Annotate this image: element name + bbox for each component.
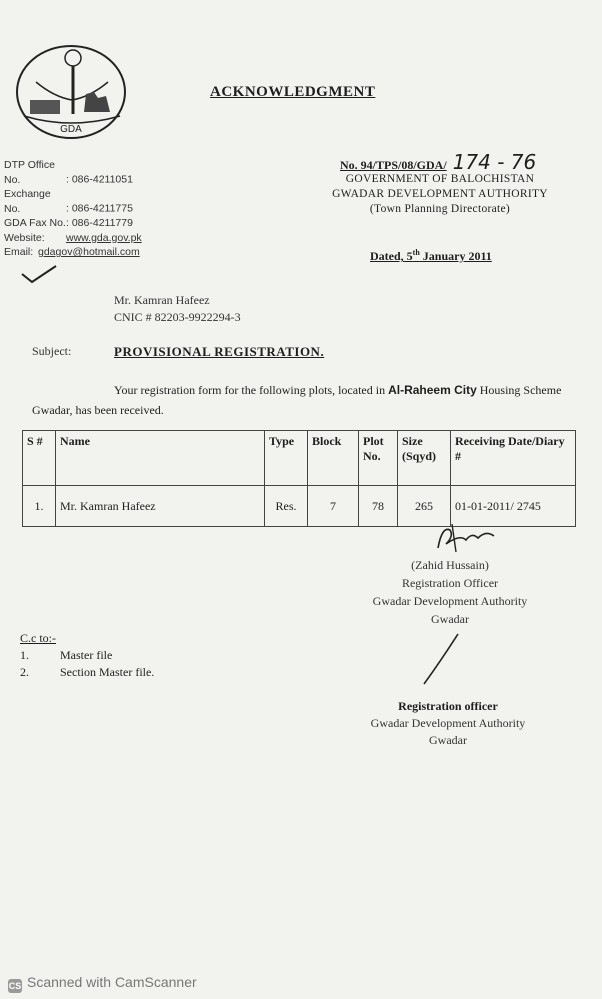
gda-logo <box>14 42 132 146</box>
contact-dtp: DTP Office No. : 086-4211051 <box>4 159 133 186</box>
recipient-block <box>114 292 241 326</box>
handwritten-ref: 174 - 76 <box>452 150 537 174</box>
recipient-cnic: CNIC # 82203-9922294-3 <box>114 310 241 324</box>
cc-item: 1. Master file <box>20 648 113 662</box>
logo-text: GDA <box>60 124 82 135</box>
cc-heading: C.c to:- <box>20 631 56 645</box>
recipient-name: Mr. Kamran Hafeez <box>114 293 210 307</box>
body-paragraph: Your registration form for the following plots, located in Al-Raheem City Housing Scheme Gwadar, has been received. <box>32 383 562 417</box>
registration-table <box>22 430 576 527</box>
registration-officer-block: Registration officer Gwadar Development Authority Gwadar <box>370 699 526 747</box>
table-row: 1. Mr. Kamran Hafeez Res. 7 78 265 01-01-2011/ 2745 <box>23 486 576 527</box>
signatory-block: (Zahid Hussain) Registration Officer Gwadar Development Authority Gwadar <box>350 556 550 628</box>
pen-stroke-icon <box>420 632 464 693</box>
reference-number: No. 94/TPS/08/GDA/ 174 - 76 <box>340 150 537 174</box>
letter-date: Dated, 5th January 2011 <box>370 248 492 263</box>
camscanner-icon: CS <box>8 981 22 991</box>
cc-block <box>20 630 154 681</box>
tick-mark-icon <box>18 262 62 291</box>
cc-item: 2. Section Master file. <box>20 665 155 679</box>
contact-fax: GDA Fax No.: 086-4211779 <box>4 217 133 229</box>
subject-text: PROVISIONAL REGISTRATION. <box>114 344 325 359</box>
signatory-name: (Zahid Hussain) <box>411 558 489 572</box>
contact-exchange: Exchange No. : 086-4211775 <box>4 188 133 215</box>
subject-label: Subject: <box>32 344 72 358</box>
organization-header: GOVERNMENT OF BALOCHISTAN GWADAR DEVELOPMENT AUTHORITY (Town Planning Directorate) <box>332 173 548 215</box>
contact-block <box>4 158 142 260</box>
scanner-watermark: CS Scanned with CamScanner <box>8 974 197 991</box>
contact-website: Website: www.gda.gov.pk <box>4 231 142 244</box>
contact-email: Email: gdagov@hotmail.com <box>4 246 140 258</box>
table-header-row: S # Name Type Block Plot No. Size (Sqyd) Receiving Date/Diary # <box>23 431 576 486</box>
page-title: ACKNOWLEDGMENT <box>210 84 376 100</box>
